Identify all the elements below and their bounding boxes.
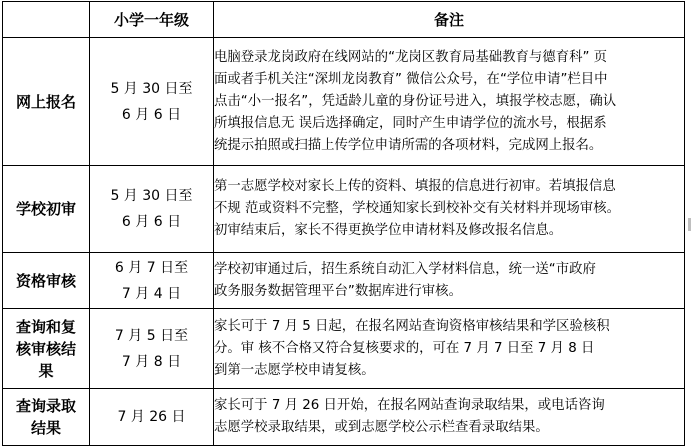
table-row [3, 38, 685, 166]
date-cell [90, 166, 214, 253]
note-line: 政务服务数据管理平台”数据库进行审核。 [214, 283, 462, 299]
stage-label: 网上报名 [15, 92, 76, 111]
date-cell [90, 309, 214, 389]
stage-cell [3, 38, 90, 166]
stage-label: 核审核结 [15, 339, 76, 358]
note-line: 到第一志愿学校申请复核。 [214, 362, 375, 378]
note-line: 电脑登录龙岗政府在线网站的“龙岗区教育局基础教育与德育科” 页 [214, 49, 608, 65]
date-start: 5 月 30 日至 [110, 80, 193, 97]
note-cell [214, 309, 685, 389]
note-cell [214, 166, 685, 253]
note-cell [214, 389, 685, 446]
note-line: 家长可于 7 月 5 日起，在报名网站查询资格审核结果和学区验核积 [214, 318, 610, 334]
note-line: 家长可于 7 月 26 日开始，在报名网站查询录取结果，或电话咨询 [214, 398, 605, 413]
date-start: 7 月 5 日至 [114, 327, 189, 344]
stage-label: 学校初审 [15, 200, 76, 218]
note-line: 不规 范或资料不完整，学校通知家长到校补交有关材料并现场审核。 [214, 201, 620, 216]
stage-label: 查询录取 [15, 397, 76, 415]
date-cell [90, 38, 214, 166]
date-start: 6 月 7 日至 [114, 259, 189, 276]
table-row [3, 166, 685, 253]
date-end: 7 月 4 日 [121, 285, 182, 302]
edge-marker [688, 218, 691, 231]
date-cell [90, 389, 214, 446]
stage-label: 查询和复 [15, 317, 76, 336]
note-line: 初审结束后，家长不得更换学位申请材料及修改报名信息。 [214, 223, 563, 238]
header-remarks: 备注 [214, 2, 685, 38]
note-line: 所填报信息无 误后选择确定，同时产生申请学位的流水号，根据系 [214, 115, 607, 131]
stage-cell [3, 253, 90, 309]
header-stage [3, 2, 90, 38]
note-cell [214, 253, 685, 309]
note-line: 分。审 核不合格又符合复核要求的，可在 7 月 7 日至 7 月 8 日 [214, 340, 595, 356]
date-start: 5 月 30 日至 [110, 188, 193, 204]
stage-cell [3, 166, 90, 253]
date-end: 6 月 6 日 [121, 106, 182, 123]
note-cell [214, 38, 685, 166]
note-line: 志愿学校录取结果，或到志愿学校公示栏查看录取结果。 [214, 420, 549, 435]
date-end: 6 月 6 日 [121, 214, 182, 230]
header-grade: 小学一年级 [90, 2, 214, 38]
stage-cell [3, 309, 90, 389]
note-line: 面或者手机关注“深圳龙岗教育” 微信公众号，在“学位申请”栏目中 [214, 71, 608, 87]
note-line: 第一志愿学校对家长上传的资料、填报的信息进行初审。若填报信息 [214, 179, 616, 194]
header-row [3, 2, 685, 38]
date-cell [90, 253, 214, 309]
date-single: 7 月 26 日 [117, 409, 186, 425]
stage-cell [3, 389, 90, 446]
stage-label: 结果 [30, 419, 61, 437]
stage-label: 果 [38, 361, 54, 380]
table-row [3, 253, 685, 309]
table-row [3, 309, 685, 389]
table-row [3, 389, 685, 446]
note-line: 统提示拍照或扫描上传学位申请所需的各项材料，完成网上报名。 [214, 137, 603, 153]
enrollment-schedule-table [2, 1, 685, 446]
note-line: 点击“小一报名”，凭适龄儿童的身份证号进入，填报学校志愿，确认 [214, 93, 617, 109]
date-end: 7 月 8 日 [121, 353, 182, 370]
note-line: 学校初审通过后，招生系统自动汇入学材料信息，统一送“市政府 [214, 261, 596, 277]
stage-label: 资格审核 [15, 271, 76, 290]
